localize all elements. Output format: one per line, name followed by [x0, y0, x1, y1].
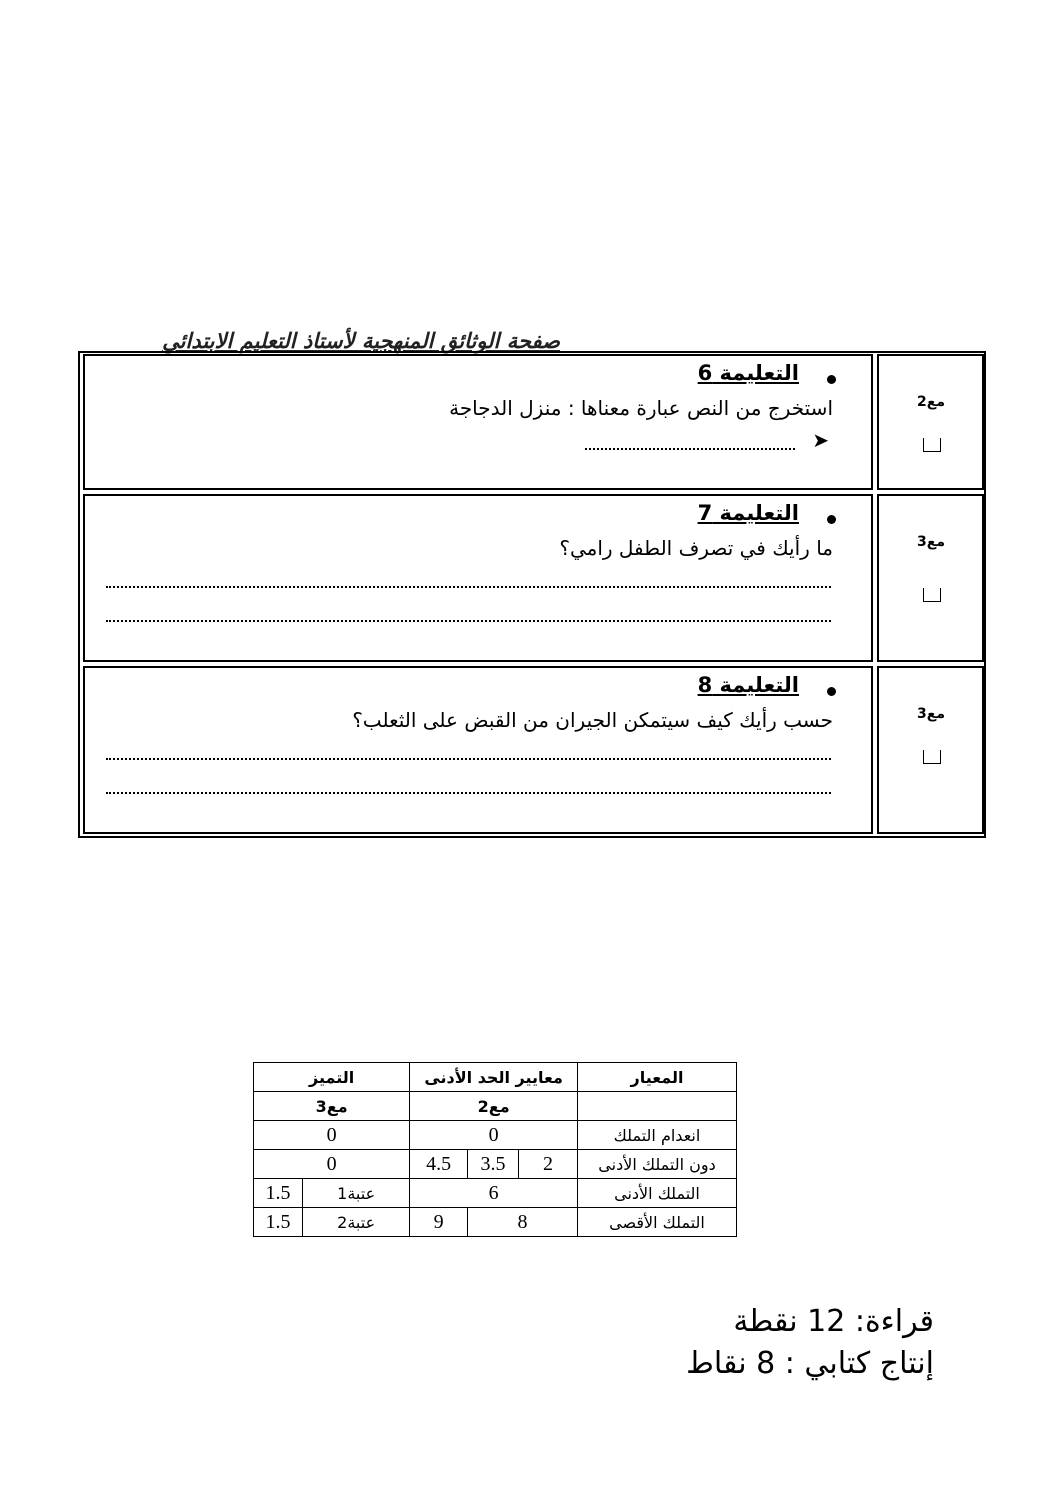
question-8-text: حسب رأيك كيف سيتمكن الجيران من القبض على الثعلب؟ [352, 708, 833, 732]
row-label: دون التملك الأدنى [578, 1150, 737, 1179]
question-8-box [83, 666, 873, 834]
question-6-text: استخرج من النص عبارة معناها : منزل الدجاجة [449, 396, 833, 420]
row-label: انعدام التملك [578, 1121, 737, 1150]
header-excellence: التميز [254, 1063, 410, 1092]
subheader-excellence: مع3 [254, 1092, 410, 1121]
question-6-title: التعليمة 6 [697, 361, 799, 385]
grading-table [253, 1062, 737, 1237]
writing-points: إنتاج كتابي : 8 نقاط [686, 1346, 934, 1381]
question-8-title: التعليمة 8 [697, 673, 799, 697]
table-cell: 6 [410, 1179, 578, 1208]
document-watermark: صفحة الوثائق المنهجية لأستاذ التعليم الابتدائي [162, 328, 560, 353]
header-minimum: معايير الحد الأدنى [410, 1063, 578, 1092]
table-cell: 0 [254, 1121, 410, 1150]
criterion-8-box [877, 666, 984, 834]
question-7-text: ما رأيك في تصرف الطفل رامي؟ [559, 536, 833, 560]
header-criterion: المعيار [578, 1063, 737, 1092]
answer-line[interactable] [585, 448, 795, 450]
subheader-criterion [578, 1092, 737, 1121]
table-cell: 9 [410, 1208, 468, 1237]
row-label: التملك الأقصى [578, 1208, 737, 1237]
row-label: التملك الأدنى [578, 1179, 737, 1208]
criterion-7-label: مع3 [917, 534, 945, 550]
table-cell: 3.5 [468, 1150, 519, 1179]
bullet-icon [827, 687, 836, 696]
table-cell: عتبة2 [303, 1208, 410, 1237]
table-cell: 1.5 [254, 1208, 303, 1237]
table-row [254, 1121, 737, 1150]
answer-line-1[interactable] [106, 758, 831, 760]
criterion-6-checkbox[interactable] [923, 438, 941, 452]
table-cell: 0 [254, 1150, 410, 1179]
subheader-minimum: مع2 [410, 1092, 578, 1121]
table-cell: عتبة1 [303, 1179, 410, 1208]
question-7-title: التعليمة 7 [697, 501, 799, 525]
table-cell: 0 [410, 1121, 578, 1150]
table-subheader-row [254, 1092, 737, 1121]
table-cell: 2 [519, 1150, 578, 1179]
question-7-box [83, 494, 873, 662]
table-cell: 1.5 [254, 1179, 303, 1208]
answer-line-1[interactable] [106, 586, 831, 588]
table-cell: 8 [468, 1208, 578, 1237]
bullet-icon [827, 515, 836, 524]
criterion-6-label: مع2 [917, 394, 945, 410]
table-cell: 4.5 [410, 1150, 468, 1179]
criterion-8-checkbox[interactable] [923, 750, 941, 764]
table-header-row [254, 1063, 737, 1092]
criterion-7-box [877, 494, 984, 662]
table-row [254, 1208, 737, 1237]
question-6-box [83, 354, 873, 490]
criterion-6-box [877, 354, 984, 490]
answer-line-2[interactable] [106, 792, 831, 794]
table-row [254, 1179, 737, 1208]
criterion-8-label: مع3 [917, 706, 945, 722]
reading-points: قراءة: 12 نقطة [733, 1304, 934, 1339]
answer-line-2[interactable] [106, 620, 831, 622]
arrow-icon: ➤ [812, 428, 829, 452]
criterion-7-checkbox[interactable] [923, 588, 941, 602]
bullet-icon [827, 375, 836, 384]
table-row [254, 1150, 737, 1179]
